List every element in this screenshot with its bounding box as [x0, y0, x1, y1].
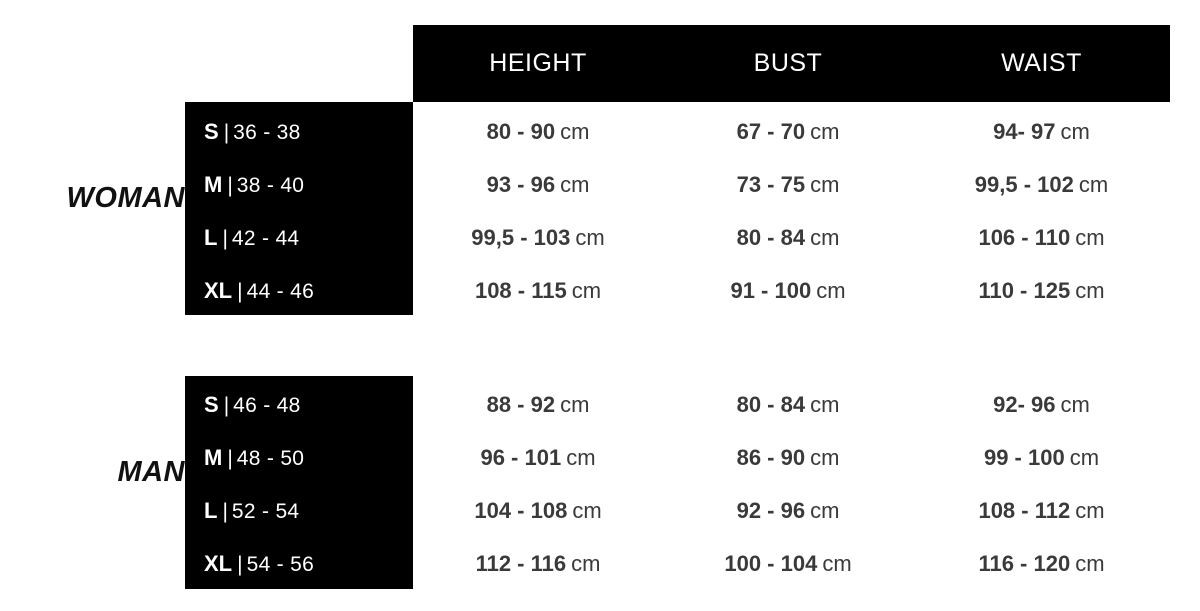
- size-label: XL: [204, 550, 233, 576]
- size-label: M: [204, 171, 223, 197]
- eu-size: 44 - 46: [246, 279, 315, 303]
- value-bust: [663, 392, 913, 418]
- value-unit: cm: [822, 550, 852, 576]
- size-label: L: [204, 224, 218, 250]
- value-number: 100 - 104: [724, 550, 818, 576]
- value-height: [413, 551, 663, 577]
- table-row: [185, 158, 1170, 211]
- value-unit: cm: [571, 277, 602, 303]
- size-cell: [185, 392, 413, 418]
- value-unit: cm: [560, 118, 590, 144]
- size-cell: [185, 225, 413, 251]
- value-bust: [663, 225, 913, 251]
- value-height: [413, 172, 663, 198]
- value-waist: [913, 278, 1170, 304]
- value-bust: [663, 445, 913, 471]
- value-number: 99,5 - 102: [974, 171, 1074, 197]
- value-bust: [663, 551, 913, 577]
- value-height: [413, 119, 663, 145]
- value-unit: cm: [566, 444, 596, 470]
- value-bust: [663, 119, 913, 145]
- value-bust: [663, 498, 913, 524]
- value-bust: [663, 278, 913, 304]
- value-number: 110 - 125: [978, 277, 1071, 303]
- size-cell: [185, 119, 413, 145]
- value-waist: [913, 119, 1170, 145]
- size-cell: [185, 551, 413, 577]
- value-unit: cm: [810, 444, 840, 470]
- value-unit: cm: [560, 171, 590, 197]
- value-height: [413, 278, 663, 304]
- table-row: [185, 378, 1170, 431]
- value-number: 92 - 96: [736, 497, 806, 523]
- eu-size: 52 - 54: [231, 499, 300, 523]
- value-height: [413, 498, 663, 524]
- value-height: [413, 445, 663, 471]
- value-unit: cm: [1060, 118, 1090, 144]
- value-number: 92- 96: [993, 391, 1056, 417]
- value-bust: [663, 172, 913, 198]
- size-separator: |: [222, 499, 228, 523]
- table-row: [185, 537, 1170, 590]
- size-separator: |: [237, 552, 243, 576]
- value-unit: cm: [572, 497, 602, 523]
- value-unit: cm: [816, 277, 846, 303]
- value-number: 93 - 96: [486, 171, 556, 197]
- eu-size: 38 - 40: [236, 173, 305, 197]
- value-number: 88 - 92: [486, 391, 556, 417]
- value-unit: cm: [810, 497, 840, 523]
- eu-size: 42 - 44: [231, 226, 300, 250]
- value-number: 108 - 115: [474, 277, 567, 303]
- size-cell: [185, 498, 413, 524]
- table-row: [185, 105, 1170, 158]
- value-unit: cm: [560, 391, 590, 417]
- group-label-woman: WOMAN: [66, 182, 185, 214]
- size-separator: |: [227, 173, 233, 197]
- size-cell: [185, 445, 413, 471]
- size-cell: [185, 278, 413, 304]
- value-unit: cm: [810, 118, 840, 144]
- value-unit: cm: [810, 171, 840, 197]
- value-unit: cm: [1075, 497, 1105, 523]
- size-separator: |: [237, 279, 243, 303]
- size-separator: |: [223, 120, 230, 144]
- table-header-band: [413, 25, 1170, 102]
- value-waist: [913, 172, 1170, 198]
- size-separator: |: [222, 226, 228, 250]
- eu-size: 46 - 48: [233, 393, 301, 417]
- value-unit: cm: [1078, 171, 1109, 197]
- group-label-man: MAN: [117, 456, 185, 488]
- eu-size: 48 - 50: [236, 446, 305, 470]
- value-number: 106 - 110: [978, 224, 1071, 250]
- value-number: 108 - 112: [978, 497, 1071, 523]
- value-number: 86 - 90: [736, 444, 806, 470]
- value-number: 73 - 75: [736, 171, 806, 197]
- value-unit: cm: [1060, 391, 1090, 417]
- size-cell: [185, 172, 413, 198]
- size-label: S: [204, 118, 219, 144]
- value-waist: [913, 498, 1170, 524]
- value-waist: [913, 225, 1170, 251]
- value-number: 94- 97: [993, 118, 1056, 144]
- value-unit: cm: [1075, 550, 1105, 576]
- table-row: [185, 431, 1170, 484]
- table-row: [185, 211, 1170, 264]
- value-height: [413, 392, 663, 418]
- value-number: 96 - 101: [480, 444, 562, 470]
- eu-size: 36 - 38: [233, 120, 301, 144]
- table-row: [185, 264, 1170, 317]
- value-unit: cm: [1075, 224, 1105, 250]
- size-separator: |: [223, 393, 230, 417]
- value-unit: cm: [571, 550, 601, 576]
- column-header-waist: WAIST: [1001, 49, 1082, 77]
- value-number: 112 - 116: [475, 550, 567, 576]
- value-number: 67 - 70: [736, 118, 806, 144]
- size-label: M: [204, 444, 223, 470]
- value-waist: [913, 392, 1170, 418]
- size-separator: |: [227, 446, 233, 470]
- column-header-bust: BUST: [753, 49, 823, 77]
- value-number: 80 - 84: [736, 391, 806, 417]
- table-row: [185, 484, 1170, 537]
- value-waist: [913, 445, 1170, 471]
- value-unit: cm: [1069, 444, 1100, 470]
- size-label: XL: [204, 277, 233, 303]
- value-height: [413, 225, 663, 251]
- size-label: S: [204, 391, 219, 417]
- value-number: 80 - 90: [486, 118, 556, 144]
- value-unit: cm: [575, 224, 605, 250]
- value-number: 99 - 100: [983, 444, 1065, 470]
- value-waist: [913, 551, 1170, 577]
- value-number: 80 - 84: [736, 224, 806, 250]
- value-unit: cm: [1075, 277, 1105, 303]
- value-unit: cm: [810, 391, 840, 417]
- column-header-height: HEIGHT: [489, 49, 587, 77]
- value-unit: cm: [810, 224, 840, 250]
- eu-size: 54 - 56: [246, 552, 315, 576]
- size-label: L: [204, 497, 218, 523]
- value-number: 104 - 108: [474, 497, 568, 523]
- value-number: 91 - 100: [730, 277, 812, 303]
- value-number: 99,5 - 103: [471, 224, 571, 250]
- value-number: 116 - 120: [978, 550, 1071, 576]
